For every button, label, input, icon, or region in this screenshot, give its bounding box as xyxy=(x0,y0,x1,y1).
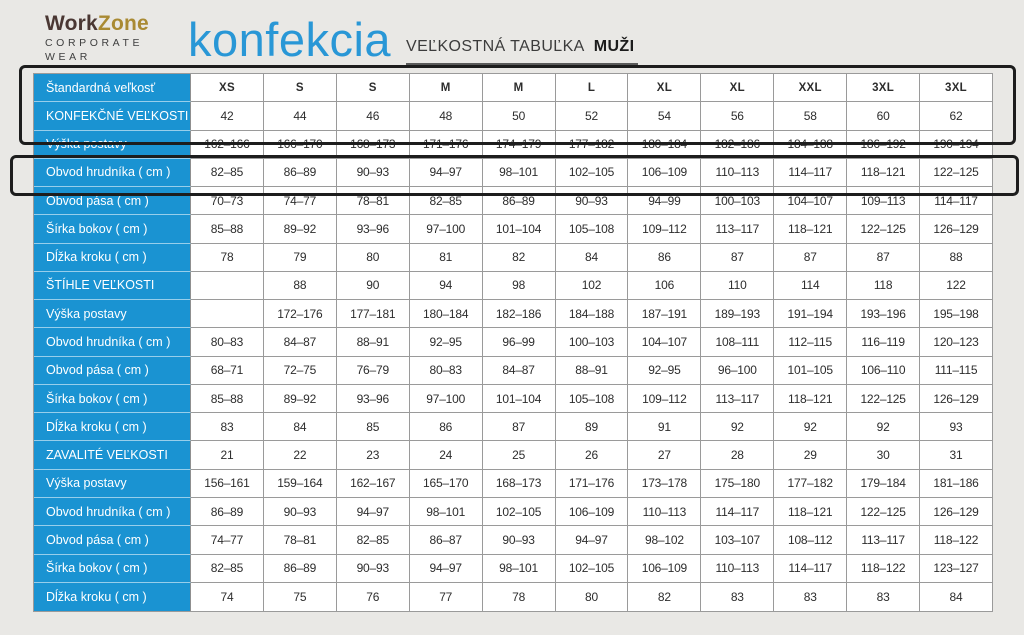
value-cell xyxy=(191,300,264,328)
value-cell: 180–184 xyxy=(410,300,483,328)
value-cell: 84 xyxy=(264,413,337,441)
value-cell: 118–121 xyxy=(847,159,920,187)
row-label: Dĺžka kroku ( cm ) xyxy=(34,413,191,441)
value-cell: 184–188 xyxy=(556,300,629,328)
value-cell: 187–191 xyxy=(628,300,701,328)
row-label: Dĺžka kroku ( cm ) xyxy=(34,244,191,272)
value-cell: 90–93 xyxy=(556,187,629,215)
size-letter-cell: XL xyxy=(701,74,774,102)
value-cell: 88 xyxy=(920,244,992,272)
value-cell: 89–92 xyxy=(264,215,337,243)
size-letter-cell: M xyxy=(410,74,483,102)
value-cell: 83 xyxy=(774,583,847,611)
row-label: Štandardná veľkosť xyxy=(34,74,191,102)
value-cell: 48 xyxy=(410,102,483,130)
value-cell: 94 xyxy=(410,272,483,300)
value-cell: 106–109 xyxy=(628,555,701,583)
value-cell: 92–95 xyxy=(628,357,701,385)
value-cell: 123–127 xyxy=(920,555,992,583)
value-cell: 92 xyxy=(701,413,774,441)
value-cell: 97–100 xyxy=(410,385,483,413)
row-label: Výška postavy xyxy=(34,131,191,159)
value-cell: 74–77 xyxy=(191,526,264,554)
value-cell: 94–97 xyxy=(337,498,410,526)
value-cell: 82–85 xyxy=(191,159,264,187)
table-row xyxy=(34,300,992,328)
size-letter-cell: S xyxy=(264,74,337,102)
value-cell: 171–176 xyxy=(556,470,629,498)
value-cell: 110–113 xyxy=(628,498,701,526)
size-letter-cell: 3XL xyxy=(920,74,992,102)
size-letter-cell: XS xyxy=(191,74,264,102)
row-label: Dĺžka kroku ( cm ) xyxy=(34,583,191,611)
value-cell: 101–104 xyxy=(483,215,556,243)
value-cell: 105–108 xyxy=(556,385,629,413)
value-cell: 85 xyxy=(337,413,410,441)
row-label: Obvod pása ( cm ) xyxy=(34,187,191,215)
value-cell: 108–112 xyxy=(774,526,847,554)
value-cell: 78–81 xyxy=(264,526,337,554)
logo-wordmark xyxy=(45,13,149,34)
value-cell: 82 xyxy=(483,244,556,272)
value-cell xyxy=(191,272,264,300)
size-table xyxy=(33,73,993,612)
value-cell: 168–173 xyxy=(483,470,556,498)
value-cell: 179–184 xyxy=(847,470,920,498)
size-letter-cell: XL xyxy=(628,74,701,102)
row-label: Šírka bokov ( cm ) xyxy=(34,555,191,583)
value-cell: 101–104 xyxy=(483,385,556,413)
value-cell: 103–107 xyxy=(701,526,774,554)
value-cell: 180–184 xyxy=(628,131,701,159)
value-cell: 24 xyxy=(410,441,483,469)
value-cell: 90–93 xyxy=(264,498,337,526)
table-row xyxy=(34,159,992,187)
value-cell: 106–109 xyxy=(556,498,629,526)
value-cell: 54 xyxy=(628,102,701,130)
table-row xyxy=(34,131,992,159)
logo-zone-text: Zone xyxy=(97,12,149,35)
table-row xyxy=(34,102,992,130)
value-cell: 88 xyxy=(264,272,337,300)
value-cell: 93–96 xyxy=(337,215,410,243)
value-cell: 27 xyxy=(628,441,701,469)
value-cell: 165–170 xyxy=(410,470,483,498)
value-cell: 84 xyxy=(920,583,992,611)
value-cell: 114–117 xyxy=(920,187,992,215)
value-cell: 109–113 xyxy=(847,187,920,215)
value-cell: 78 xyxy=(483,583,556,611)
value-cell: 28 xyxy=(701,441,774,469)
value-cell: 94–97 xyxy=(410,159,483,187)
size-letter-cell: S xyxy=(337,74,410,102)
value-cell: 182–186 xyxy=(701,131,774,159)
value-cell: 116–119 xyxy=(847,328,920,356)
value-cell: 30 xyxy=(847,441,920,469)
value-cell: 122–125 xyxy=(847,385,920,413)
value-cell: 113–117 xyxy=(847,526,920,554)
value-cell: 76–79 xyxy=(337,357,410,385)
value-cell: 120–123 xyxy=(920,328,992,356)
value-cell: 74–77 xyxy=(264,187,337,215)
value-cell: 84–87 xyxy=(483,357,556,385)
value-cell: 177–182 xyxy=(774,470,847,498)
value-cell: 109–112 xyxy=(628,385,701,413)
row-label: Výška postavy xyxy=(34,300,191,328)
table-row xyxy=(34,470,992,498)
value-cell: 159–164 xyxy=(264,470,337,498)
value-cell: 118–121 xyxy=(774,215,847,243)
value-cell: 177–182 xyxy=(556,131,629,159)
value-cell: 172–176 xyxy=(264,300,337,328)
value-cell: 126–129 xyxy=(920,215,992,243)
value-cell: 82–85 xyxy=(410,187,483,215)
value-cell: 114 xyxy=(774,272,847,300)
value-cell: 108–111 xyxy=(701,328,774,356)
size-letter-cell: L xyxy=(556,74,629,102)
value-cell: 118–122 xyxy=(920,526,992,554)
value-cell: 113–117 xyxy=(701,385,774,413)
value-cell: 78 xyxy=(191,244,264,272)
value-cell: 114–117 xyxy=(774,555,847,583)
value-cell: 85–88 xyxy=(191,215,264,243)
row-label: Obvod pása ( cm ) xyxy=(34,526,191,554)
value-cell: 122 xyxy=(920,272,992,300)
value-cell: 181–186 xyxy=(920,470,992,498)
value-cell: 80 xyxy=(556,583,629,611)
value-cell: 96–100 xyxy=(701,357,774,385)
value-cell: 88–91 xyxy=(337,328,410,356)
value-cell: 86–89 xyxy=(264,555,337,583)
table-row xyxy=(34,244,992,272)
value-cell: 86–89 xyxy=(483,187,556,215)
table-row xyxy=(34,272,992,300)
value-cell: 190–194 xyxy=(920,131,992,159)
row-label: Šírka bokov ( cm ) xyxy=(34,215,191,243)
value-cell: 90–93 xyxy=(337,555,410,583)
table-row xyxy=(34,187,992,215)
value-cell: 110 xyxy=(701,272,774,300)
value-cell: 86 xyxy=(628,244,701,272)
value-cell: 31 xyxy=(920,441,992,469)
value-cell: 82 xyxy=(628,583,701,611)
table-row xyxy=(34,357,992,385)
value-cell: 122–125 xyxy=(920,159,992,187)
value-cell: 98 xyxy=(483,272,556,300)
value-cell: 90 xyxy=(337,272,410,300)
size-letter-cell: XXL xyxy=(774,74,847,102)
workzone-logo xyxy=(45,13,149,62)
table-row xyxy=(34,385,992,413)
value-cell: 118–121 xyxy=(774,385,847,413)
value-cell: 97–100 xyxy=(410,215,483,243)
value-cell: 80–83 xyxy=(191,328,264,356)
value-cell: 118–122 xyxy=(847,555,920,583)
value-cell: 96–99 xyxy=(483,328,556,356)
table-row xyxy=(34,328,992,356)
value-cell: 177–181 xyxy=(337,300,410,328)
row-label: ŠTÍHLE VEĽKOSTI xyxy=(34,272,191,300)
value-cell: 195–198 xyxy=(920,300,992,328)
value-cell: 182–186 xyxy=(483,300,556,328)
value-cell: 156–161 xyxy=(191,470,264,498)
value-cell: 78–81 xyxy=(337,187,410,215)
row-label: Šírka bokov ( cm ) xyxy=(34,385,191,413)
value-cell: 104–107 xyxy=(774,187,847,215)
value-cell: 175–180 xyxy=(701,470,774,498)
value-cell: 29 xyxy=(774,441,847,469)
value-cell: 84 xyxy=(556,244,629,272)
page-title: konfekcia xyxy=(188,13,392,66)
value-cell: 42 xyxy=(191,102,264,130)
value-cell: 162–167 xyxy=(337,470,410,498)
value-cell: 171–176 xyxy=(410,131,483,159)
size-letter-cell: 3XL xyxy=(847,74,920,102)
value-cell: 92–95 xyxy=(410,328,483,356)
logo-work-text: Work xyxy=(45,12,98,35)
value-cell: 104–107 xyxy=(628,328,701,356)
value-cell: 173–178 xyxy=(628,470,701,498)
value-cell: 70–73 xyxy=(191,187,264,215)
value-cell: 189–193 xyxy=(701,300,774,328)
value-cell: 112–115 xyxy=(774,328,847,356)
value-cell: 94–97 xyxy=(556,526,629,554)
value-cell: 86 xyxy=(410,413,483,441)
value-cell: 21 xyxy=(191,441,264,469)
value-cell: 92 xyxy=(774,413,847,441)
value-cell: 93–96 xyxy=(337,385,410,413)
value-cell: 100–103 xyxy=(701,187,774,215)
size-letter-cell: M xyxy=(483,74,556,102)
table-row xyxy=(34,74,992,102)
value-cell: 83 xyxy=(191,413,264,441)
value-cell: 118 xyxy=(847,272,920,300)
value-cell: 92 xyxy=(847,413,920,441)
value-cell: 81 xyxy=(410,244,483,272)
value-cell: 58 xyxy=(774,102,847,130)
value-cell: 68–71 xyxy=(191,357,264,385)
value-cell: 83 xyxy=(847,583,920,611)
value-cell: 84–87 xyxy=(264,328,337,356)
value-cell: 98–101 xyxy=(483,159,556,187)
value-cell: 191–194 xyxy=(774,300,847,328)
table-row xyxy=(34,215,992,243)
value-cell: 102–105 xyxy=(556,555,629,583)
value-cell: 82–85 xyxy=(191,555,264,583)
logo-wear-text: WEAR xyxy=(45,50,91,63)
logo-corporate-text: CORPORATE xyxy=(45,37,144,49)
row-label: Obvod pása ( cm ) xyxy=(34,357,191,385)
value-cell: 79 xyxy=(264,244,337,272)
value-cell: 87 xyxy=(701,244,774,272)
value-cell: 126–129 xyxy=(920,498,992,526)
value-cell: 106 xyxy=(628,272,701,300)
value-cell: 102 xyxy=(556,272,629,300)
value-cell: 44 xyxy=(264,102,337,130)
table-row xyxy=(34,583,992,611)
table-row xyxy=(34,441,992,469)
value-cell: 102–105 xyxy=(556,159,629,187)
value-cell: 168–173 xyxy=(337,131,410,159)
value-cell: 126–129 xyxy=(920,385,992,413)
value-cell: 184–188 xyxy=(774,131,847,159)
value-cell: 91 xyxy=(628,413,701,441)
value-cell: 90–93 xyxy=(483,526,556,554)
value-cell: 85–88 xyxy=(191,385,264,413)
value-cell: 75 xyxy=(264,583,337,611)
value-cell: 118–121 xyxy=(774,498,847,526)
value-cell: 100–103 xyxy=(556,328,629,356)
table-row xyxy=(34,498,992,526)
value-cell: 25 xyxy=(483,441,556,469)
value-cell: 102–105 xyxy=(483,498,556,526)
value-cell: 98–101 xyxy=(410,498,483,526)
value-cell: 186–192 xyxy=(847,131,920,159)
value-cell: 90–93 xyxy=(337,159,410,187)
value-cell: 60 xyxy=(847,102,920,130)
value-cell: 94–97 xyxy=(410,555,483,583)
table-row xyxy=(34,413,992,441)
value-cell: 46 xyxy=(337,102,410,130)
value-cell: 83 xyxy=(701,583,774,611)
value-cell: 26 xyxy=(556,441,629,469)
value-cell: 56 xyxy=(701,102,774,130)
value-cell: 109–112 xyxy=(628,215,701,243)
value-cell: 76 xyxy=(337,583,410,611)
value-cell: 114–117 xyxy=(774,159,847,187)
value-cell: 72–75 xyxy=(264,357,337,385)
value-cell: 87 xyxy=(847,244,920,272)
row-label: ZAVALITÉ VEĽKOSTI xyxy=(34,441,191,469)
value-cell: 98–102 xyxy=(628,526,701,554)
row-label: Obvod hrudníka ( cm ) xyxy=(34,328,191,356)
value-cell: 80–83 xyxy=(410,357,483,385)
value-cell: 114–117 xyxy=(701,498,774,526)
value-cell: 89–92 xyxy=(264,385,337,413)
value-cell: 94–99 xyxy=(628,187,701,215)
row-label: KONFEKČNÉ VEĽKOSTI xyxy=(34,102,191,130)
value-cell: 87 xyxy=(483,413,556,441)
value-cell: 50 xyxy=(483,102,556,130)
value-cell: 88–91 xyxy=(556,357,629,385)
subtitle-text: VEĽKOSTNÁ TABUĽKA xyxy=(406,38,585,55)
value-cell: 89 xyxy=(556,413,629,441)
value-cell: 87 xyxy=(774,244,847,272)
value-cell: 105–108 xyxy=(556,215,629,243)
value-cell: 106–110 xyxy=(847,357,920,385)
value-cell: 22 xyxy=(264,441,337,469)
value-cell: 162–166 xyxy=(191,131,264,159)
value-cell: 174–179 xyxy=(483,131,556,159)
subtitle-gender-text: MUŽI xyxy=(593,38,635,55)
value-cell: 82–85 xyxy=(337,526,410,554)
row-label: Obvod hrudníka ( cm ) xyxy=(34,159,191,187)
value-cell: 98–101 xyxy=(483,555,556,583)
value-cell: 86–87 xyxy=(410,526,483,554)
value-cell: 122–125 xyxy=(847,498,920,526)
value-cell: 77 xyxy=(410,583,483,611)
row-label: Výška postavy xyxy=(34,470,191,498)
value-cell: 110–113 xyxy=(701,555,774,583)
value-cell: 111–115 xyxy=(920,357,992,385)
value-cell: 86–89 xyxy=(191,498,264,526)
subtitle xyxy=(406,38,638,65)
value-cell: 101–105 xyxy=(774,357,847,385)
value-cell: 166–170 xyxy=(264,131,337,159)
value-cell: 110–113 xyxy=(701,159,774,187)
row-label: Obvod hrudníka ( cm ) xyxy=(34,498,191,526)
value-cell: 74 xyxy=(191,583,264,611)
value-cell: 86–89 xyxy=(264,159,337,187)
value-cell: 113–117 xyxy=(701,215,774,243)
table-row xyxy=(34,526,992,554)
value-cell: 80 xyxy=(337,244,410,272)
value-cell: 106–109 xyxy=(628,159,701,187)
value-cell: 193–196 xyxy=(847,300,920,328)
value-cell: 93 xyxy=(920,413,992,441)
value-cell: 23 xyxy=(337,441,410,469)
table-row xyxy=(34,555,992,583)
value-cell: 62 xyxy=(920,102,992,130)
value-cell: 52 xyxy=(556,102,629,130)
value-cell: 122–125 xyxy=(847,215,920,243)
